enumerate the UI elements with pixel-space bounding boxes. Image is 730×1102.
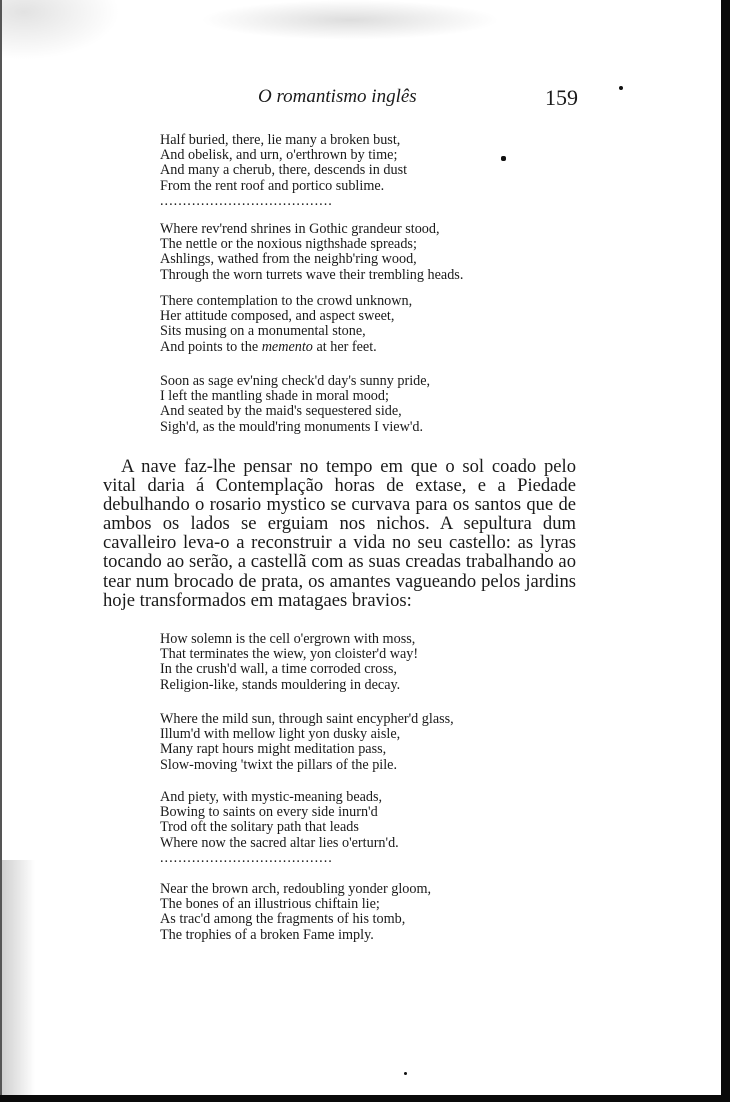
ink-speck [404, 1072, 407, 1075]
ellipsis-line: ...................................... [160, 192, 333, 209]
verse-line: And many a cherub, there, descends in dust [160, 162, 408, 179]
verse-line: And piety, with mystic-meaning beads, [160, 789, 383, 805]
verse-line: Where now the sacred altar lies o'erturn'd. [160, 834, 399, 851]
verse-line: Her attitude composed, and aspect sweet, [160, 308, 395, 325]
ink-speck [619, 86, 623, 90]
verse-line: Bowing to saints on every side inurn'd [160, 804, 378, 821]
page-number: 159 [545, 85, 578, 110]
verse-line: The nettle or the noxious nigthshade spreads; [160, 236, 417, 253]
scan-smudge [0, 860, 35, 1100]
scan-smudge [200, 0, 500, 40]
verse-line: The bones of an illustrious chiftain lie; [160, 896, 380, 913]
poem-stanza [160, 222, 463, 283]
verse-line: The trophies of a broken Fame imply. [160, 926, 374, 943]
scan-edge [721, 0, 730, 1102]
running-title: O romantismo inglês [258, 86, 417, 107]
verse-line: Through the worn turrets wave their trembling heads. [160, 266, 464, 283]
verse-line: From the rent roof and portico sublime. [160, 177, 385, 194]
verse-line: And seated by the maid's sequestered side, [160, 403, 402, 420]
verse-line [160, 340, 412, 355]
scan-smudge [0, 0, 120, 60]
scan-edge [0, 0, 2, 1102]
verse-line: Ashlings, wathed from the neighb'ring wood, [160, 251, 417, 268]
verse-line: And obelisk, and urn, o'erthrown by time; [160, 147, 398, 164]
poem-stanza [160, 882, 431, 943]
verse-line: Slow-moving 'twixt the pillars of the pile. [160, 756, 398, 773]
verse-line: Sigh'd, as the mould'ring monuments I view'd. [160, 418, 424, 435]
poem-stanza [160, 294, 412, 355]
ink-speck [501, 156, 506, 161]
verse-line: That terminates the wiew, yon cloister'd way! [160, 646, 419, 663]
verse-line: How solemn is the cell o'ergrown with moss, [160, 631, 416, 647]
scan-edge [0, 1095, 730, 1102]
verse-line: Where rev'rend shrines in Gothic grandeur stood, [160, 221, 440, 237]
poem-stanza [160, 712, 454, 773]
verse-line: There contemplation to the crowd unknown, [160, 293, 413, 309]
verse-text: at her feet. [312, 338, 377, 355]
poem-stanza [160, 632, 418, 693]
verse-line: Near the brown arch, redoubling yonder gloom, [160, 881, 432, 897]
emphasis-word: memento [261, 338, 313, 355]
verse-line: Where the mild sun, through saint encypher'd glass, [160, 711, 454, 727]
poem-stanza [160, 133, 407, 209]
verse-text: And points to the [160, 338, 262, 355]
verse-line: Sits musing on a monumental stone, [160, 323, 366, 340]
verse-line: I left the mantling shade in moral mood; [160, 388, 389, 405]
prose-paragraph: A nave faz-lhe pensar no tempo em que o sol coado pelo vital daria á Contemplação horas de extase, e a Piedade debulhando o rosario mystico se curvava para os santos que de ambos os lados se erguiam nos nichos. A sepultura dum cavalleiro leva-o a reconstruir a vida no seu castello: as lyras tocando ao serão, a castellã com as suas creadas trabalhando ao tear num brocado de prata, os amantes vagueando pelos jardins hoje transformados em matagaes bravios: [103, 456, 576, 611]
verse-line: Half buried, there, lie many a broken bust, [160, 132, 401, 148]
verse-line: Illum'd with mellow light yon dusky aisle, [160, 726, 401, 743]
poem-stanza [160, 790, 399, 866]
verse-line: Religion-like, stands mouldering in decay. [160, 676, 401, 693]
verse-line: Many rapt hours might meditation pass, [160, 741, 387, 758]
ellipsis-line: ...................................... [160, 849, 333, 866]
verse-line: Soon as sage ev'ning check'd day's sunny pride, [160, 373, 431, 389]
verse-line: In the crush'd wall, a time corroded cross, [160, 661, 397, 678]
verse-line: As trac'd among the fragments of his tomb, [160, 911, 406, 928]
verse-line: Trod oft the solitary path that leads [160, 819, 359, 836]
poem-stanza [160, 374, 430, 435]
page-header [0, 86, 730, 116]
